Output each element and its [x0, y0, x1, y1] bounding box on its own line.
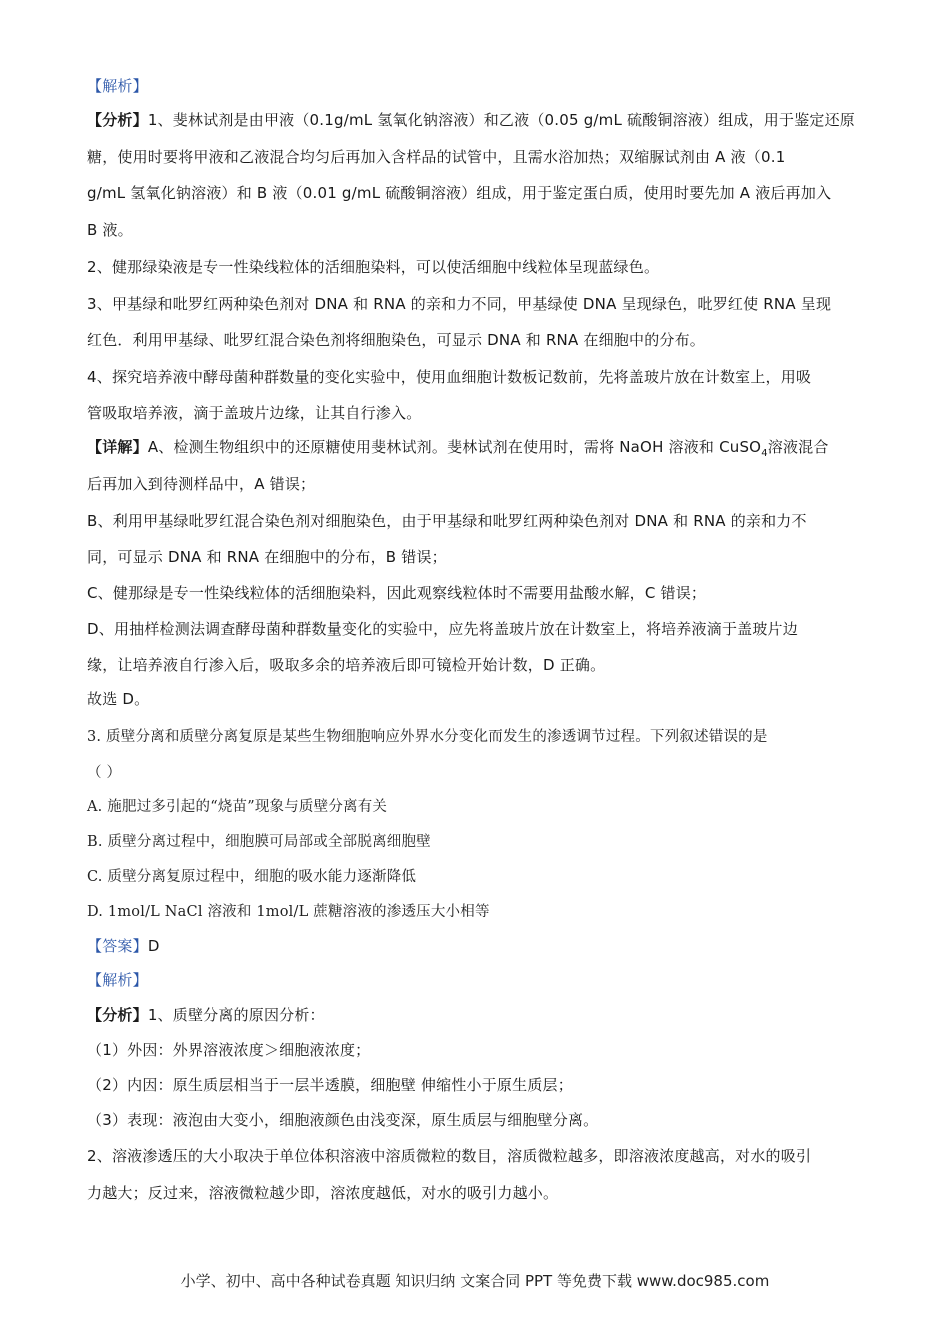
analysis-paragraph-3-line: 3、甲基绿和吡罗红两种染色剂对 DNA 和 RNA 的亲和力不同，甲基绿使 DNA 呈现绿色，吡罗红使 RNA 呈现 [87, 295, 832, 313]
answer-value: D [147, 937, 160, 955]
detail-d-line: D、用抽样检测法调查酵母菌种群数量变化的实验中，应先将盖玻片放在计数室上，将培养液滴于盖玻片边 [87, 620, 798, 638]
analysis-heading: 【解析】 [87, 77, 148, 95]
analysis-paragraph-1-line: B 液。 [87, 221, 133, 239]
analysis2-paragraph-2-line: 2、溶液渗透压的大小取决于单位体积溶液中溶质微粒的数目，溶质微粒越多，即溶液浓度越高，对水的吸引 [87, 1147, 812, 1165]
option-b: B. 质壁分离过程中，细胞膜可局部或全部脱离细胞壁 [87, 834, 431, 850]
detail-a-line: 【详解】A、检测生物组织中的还原糖使用斐林试剂。斐林试剂在使用时，需将 NaOH 溶液和 CuSO$_4$溶液混合 [87, 438, 829, 459]
analysis-tag: 【分析】 [87, 111, 148, 129]
detail-b-line: 同，可显示 DNA 和 RNA 在细胞中的分布，B 错误； [87, 548, 447, 566]
option-c: C. 质壁分离复原过程中，细胞的吸水能力逐渐降低 [87, 869, 417, 885]
question-stem: 3. 质壁分离和质壁分离复原是某些生物细胞响应外界水分变化而发生的渗透调节过程。下列叙述错误的是 [87, 729, 768, 745]
analysis2-intro-line: 【分析】1、质壁分离的原因分析： [87, 1006, 325, 1024]
analysis-paragraph-1-line: 【分析】1、斐林试剂是由甲液（0.1g/mL 氢氧化钠溶液）和乙液（0.05 g/mL 硫酸铜溶液）组成，用于鉴定还原 [87, 111, 856, 129]
analysis-paragraph-4-line: 管吸取培养液，滴于盖玻片边缘，让其自行渗入。 [87, 404, 422, 422]
detail-b-line: B、利用甲基绿吡罗红混合染色剂对细胞染色，由于甲基绿和吡罗红两种染色剂对 DNA 和 RNA 的亲和力不 [87, 512, 807, 530]
detail-a-line: 后再加入到待测样品中，A 错误； [87, 475, 316, 493]
analysis2-paragraph-2-line: 力越大；反过来，溶液微粒越少即，溶浓度越低，对水的吸引力越小。 [87, 1184, 559, 1202]
conclusion: 故选 D。 [87, 690, 150, 708]
answer-line [87, 936, 160, 956]
question-bracket: （ ） [87, 765, 122, 781]
detail-tag: 【详解】 [87, 438, 148, 456]
analysis2-item: （2）内因：原生质层相当于一层半透膜，细胞壁 伸缩性小于原生质层； [87, 1076, 573, 1094]
analysis-heading: 【解析】 [87, 971, 148, 989]
analysis-paragraph-3-line: 红色．利用甲基绿、吡罗红混合染色剂将细胞染色，可显示 DNA 和 RNA 在细胞中的分布。 [87, 331, 706, 349]
detail-d-line: 缘，让培养液自行渗入后，吸取多余的培养液后即可镜检开始计数，D 正确。 [87, 656, 606, 674]
detail-c: C、健那绿是专一性染线粒体的活细胞染料，因此观察线粒体时不需要用盐酸水解，C 错误； [87, 584, 707, 602]
analysis2-item: （1）外因：外界溶液浓度＞细胞液浓度； [87, 1041, 371, 1059]
option-d: D. 1mol/L NaCl 溶液和 1mol/L 蔗糖溶液的渗透压大小相等 [87, 904, 490, 920]
analysis-tag: 【分析】 [87, 1006, 148, 1024]
analysis-paragraph-4-line: 4、探究培养液中酵母菌种群数量的变化实验中，使用血细胞计数板记数前，先将盖玻片放在计数室上，用吸 [87, 368, 812, 386]
analysis2-item: （3）表现：液泡由大变小，细胞液颜色由浅变深，原生质层与细胞壁分离。 [87, 1111, 599, 1129]
analysis-paragraph-2: 2、健那绿染液是专一性染线粒体的活细胞染料，可以使活细胞中线粒体呈现蓝绿色。 [87, 258, 660, 276]
analysis-paragraph-1-line: g/mL 氢氧化钠溶液）和 B 液（0.01 g/mL 硫酸铜溶液）组成，用于鉴定蛋白质，使用时要先加 A 液后再加入 [87, 184, 832, 202]
analysis-paragraph-1-line: 糖，使用时要将甲液和乙液混合均匀后再加入含样品的试管中，且需水浴加热；双缩脲试剂由 A 液（0.1 [87, 148, 786, 166]
subscript: 4 [761, 448, 768, 459]
option-a: A. 施肥过多引起的“烧苗”现象与质壁分离有关 [87, 799, 388, 815]
answer-tag: 【答案】 [87, 937, 148, 955]
footer-banner: 小学、初中、高中各种试卷真题 知识归纳 文案合同 PPT 等免费下载 www.doc985.com [180, 1272, 770, 1290]
